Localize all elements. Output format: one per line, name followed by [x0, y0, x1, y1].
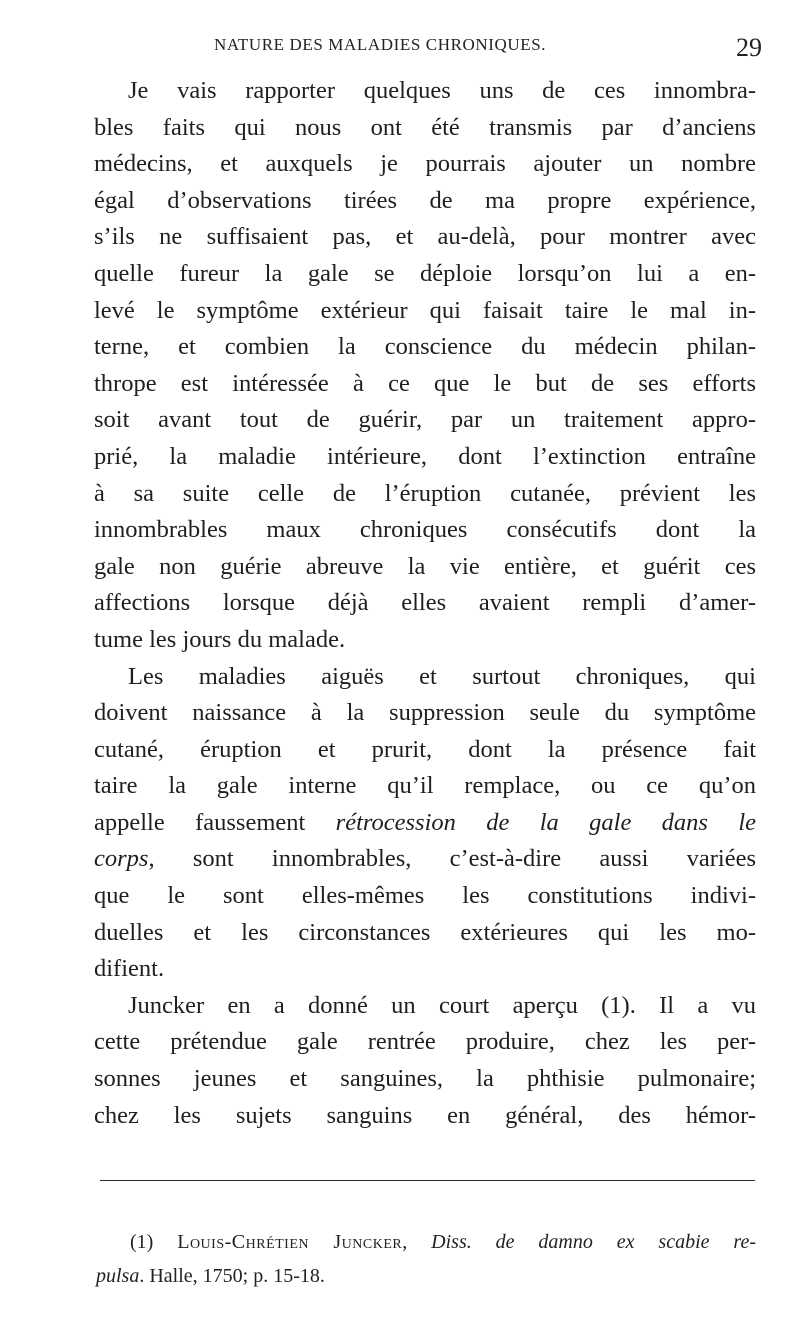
text-line: Je vais rapporter quelques uns de ces innombra- [128, 77, 756, 104]
text-line: cette prétendue gale rentrée produire, chez les per- [94, 1028, 756, 1056]
text-line: à sa suite celle de l’éruption cutanée, prévient les [94, 479, 756, 507]
text-line: que le sont elles-mêmes les constitutions indivi- [94, 882, 756, 910]
text-line: Les maladies aiguës et surtout chroniques, qui [128, 662, 756, 690]
text-line-mixed [94, 805, 756, 842]
text-run: , [402, 1231, 432, 1253]
footnote-marker: (1) [130, 1231, 154, 1253]
text-line: quelle fureur la gale se déploie lorsqu’on lui a en- [94, 259, 756, 287]
text-line: médecins, et auxquels je pourrais ajouter un nombre [94, 150, 756, 178]
footnote-line [96, 1259, 756, 1293]
text-line: doivent naissance à la suppression seule du symptôme [94, 699, 756, 727]
text-run: appelle faussement [94, 808, 336, 836]
text-line: duelles et les circonstances extérieures qui les mo- [94, 918, 756, 946]
text-line: thrope est intéressée à ce que le but de ses efforts [94, 369, 756, 397]
footnote-author: Louis-Chrétien Juncker [177, 1231, 403, 1253]
text-line: Juncker en a donné un court aperçu (1). Il a vu [128, 991, 756, 1019]
text-line: terne, et combien la conscience du médecin philan- [94, 333, 756, 361]
text-line: chez les sujets sanguins en général, des hémor- [94, 1101, 756, 1129]
text-line: taire la gale interne qu’il remplace, ou ce qu’on [94, 772, 756, 800]
footnote-line [96, 1225, 756, 1259]
text-line: égal d’observations tirées de ma propre expérience, [94, 186, 756, 214]
text-line: prié, la maladie intérieure, dont l’extinction entraîne [94, 442, 756, 470]
running-head: NATURE DES MALADIES CHRONIQUES. [214, 35, 547, 54]
page-number: 29 [736, 33, 762, 62]
text-line: levé le symptôme extérieur qui faisait taire le mal in- [94, 296, 756, 324]
footnote [96, 1225, 756, 1293]
italic-term: rétrocession de la gale dans le [335, 808, 757, 836]
footnote-divider [100, 1180, 755, 1181]
text-line-mixed [94, 841, 756, 878]
text-line: sonnes jeunes et sanguines, la phthisie pulmonaire; [94, 1065, 756, 1093]
page-header [214, 33, 762, 69]
text-line: difient. [94, 955, 165, 983]
footnote-title-cont: pulsa [96, 1265, 140, 1287]
text-line: innombrables maux chroniques consécutifs dont la [94, 516, 756, 544]
text-line: soit avant tout de guérir, par un traitement appro- [94, 406, 756, 434]
text-line: tume les jours du malade. [94, 625, 346, 653]
footnote-details: . Halle, 1750; p. 15-18. [139, 1265, 325, 1287]
italic-term: corps [94, 845, 149, 873]
text-line: bles faits qui nous ont été transmis par d’anciens [94, 113, 756, 141]
text-line: cutané, éruption et prurit, dont la présence fait [94, 735, 756, 763]
text-line: s’ils ne suffisaient pas, et au-delà, pour montrer avec [94, 223, 756, 251]
body-text [94, 73, 756, 1134]
text-line: affections lorsque déjà elles avaient rempli d’amer- [94, 589, 756, 617]
text-run: , sont innombrables, c’est-à-dire aussi variées [148, 845, 756, 873]
footnote-title: Diss. de damno ex scabie re- [431, 1231, 756, 1253]
text-line: gale non guérie abreuve la vie entière, et guérit ces [94, 552, 756, 580]
